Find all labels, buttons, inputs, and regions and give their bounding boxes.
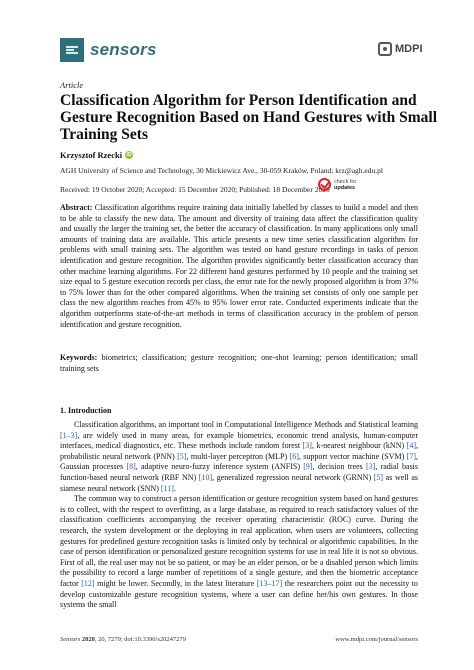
citation-link[interactable]: [5] — [177, 451, 187, 461]
keywords — [60, 353, 418, 374]
check-for-updates-badge[interactable] — [318, 178, 356, 191]
citation-link[interactable]: [10] — [198, 472, 213, 482]
author-name: Krzysztof Rzecki — [60, 150, 123, 160]
publisher-name: MDPI — [395, 43, 423, 55]
journal-name: sensors — [90, 40, 157, 59]
journal-logo[interactable] — [60, 38, 157, 62]
citation-link[interactable]: [3] — [366, 462, 376, 472]
author-line — [60, 150, 133, 160]
citation-link[interactable]: [9] — [303, 462, 313, 472]
citation-link[interactable]: [6] — [289, 451, 299, 461]
check-updates-icon — [318, 178, 331, 191]
citation-link[interactable]: [5] — [373, 472, 384, 482]
orcid-icon[interactable]: iD — [126, 152, 132, 158]
abstract — [60, 203, 418, 330]
citation-link[interactable]: [1–3] — [60, 430, 78, 440]
keywords-text: biometrics; classification; gesture recognition; one-shot learning; person identification; small training sets — [60, 353, 419, 373]
publisher-logo[interactable] — [378, 42, 423, 56]
footer-citation: Sensors 2020, 20, 7279; doi:10.3390/s20247279 — [60, 636, 186, 643]
citation-link[interactable]: [11] — [160, 483, 174, 493]
paper-title: Classification Algorithm for Person Identification and Gesture Recognition Based on Hand Gestures with Small Training Sets — [60, 92, 438, 143]
intro-paragraph-1: Classification algorithms, an important tool in Computational Intelligence Methods and Statistical learning [1–3], are widely used in many areas, for example biometrics, economic trend analysis, human-computer interfaces, medical diagnostics, etc. These methods include random forest [3], k-nearest neighbour (kNN) [4], probabilistic neural network (PNN) [5], multi-layer perceptron (MLP) [6], support vector machine (SVM) [7], Gaussian processes [8], adaptive neuro-fuzzy inference system (ANFIS) [9], decision trees [3], radial basis function-based neural network (RBF NN) [10], generalized regression neural network (GRNN) [5] as well as siamese neural network (SNN) [11]. — [60, 420, 419, 493]
citation-link[interactable]: [8] — [126, 462, 136, 472]
abstract-text: Classification algorithms require training data initially labelled by classes to build a model and then to be able to classify the new data. The amount and diversity of training data affect the classification quality and usually the larger the training set, the better the accuracy of classification. In many applications only small amounts of training data are available. This article presents a new time series classification algorithm for problems with small training sets. The algorithm was tested on hand gesture recordings in tasks of person identification and gesture recognition. The algorithm provides significantly better classification accuracy than other machine learning algorithms. For 22 different hand gestures performed by 10 people and the training set size equal to 5 gesture execution records per class, the error rate for the newly proposed algorithm is from 37% to 75% lower than for the other compared algorithms. When the training set consists of only one sample per class the new algorithm reaches from 45% to 95% lower error rate. Conducted experiments indicate that the algorithm outperforms state-of-the-art methods in terms of classification accuracy in the problem of person identification and gesture recognition. — [60, 203, 419, 329]
sensors-logo-icon — [60, 38, 84, 62]
article-type: Article — [60, 80, 84, 90]
introduction-body — [60, 420, 418, 611]
citation-link[interactable]: [13–17] — [256, 578, 283, 588]
citation-link[interactable]: [12] — [81, 578, 95, 588]
check-updates-text: check for updates — [334, 178, 357, 191]
publication-dates: Received: 19 October 2020; Accepted: 15 December 2020; Published: 18 December 2020 — [60, 185, 330, 194]
abstract-label: Abstract: — [60, 203, 93, 212]
citation-link[interactable]: [4] — [406, 441, 416, 451]
mdpi-logo-icon — [378, 42, 392, 56]
affiliation: AGH University of Science and Technology, 30 Mickiewicz Ave., 30-059 Kraków, Poland; krz@agh.edu.pl — [60, 166, 383, 175]
citation-link[interactable]: [7] — [406, 451, 416, 461]
intro-paragraph-2: The common way to construct a person identification or gesture recognition system based on hand gestures is to collect, with the respect to overfitting, as a large database, as required to reach satisfactory values of the classification coefficients accompanying the receiver operating characteristic (ROC) curve. During the research, the system development or the deploying in real application, when users are volunteers, collecting gestures for predefined gesture recognition tasks is limited only by technical or algorithmic capabilities. In the case of person identification or personalized gesture recognition systems for use in real life it is not so obvious. First of all, the real user may not be so patient, or may be an elder person, or be a disabled person which limits the possibility to record a large number of repetitions of a single gesture, and then the biometric acceptance factor [12] might be lower. Secondly, in the latest literature [13–17] the researchers point out the necessity to develop customizable gesture recognition systems, where a user can define her/his own gestures. In those systems the small — [60, 494, 419, 610]
section-heading-introduction: 1. Introduction — [60, 406, 112, 415]
citation-link[interactable]: [3] — [302, 441, 312, 451]
keywords-label: Keywords: — [60, 353, 98, 362]
footer-url[interactable]: www.mdpi.com/journal/sensors — [335, 636, 418, 643]
